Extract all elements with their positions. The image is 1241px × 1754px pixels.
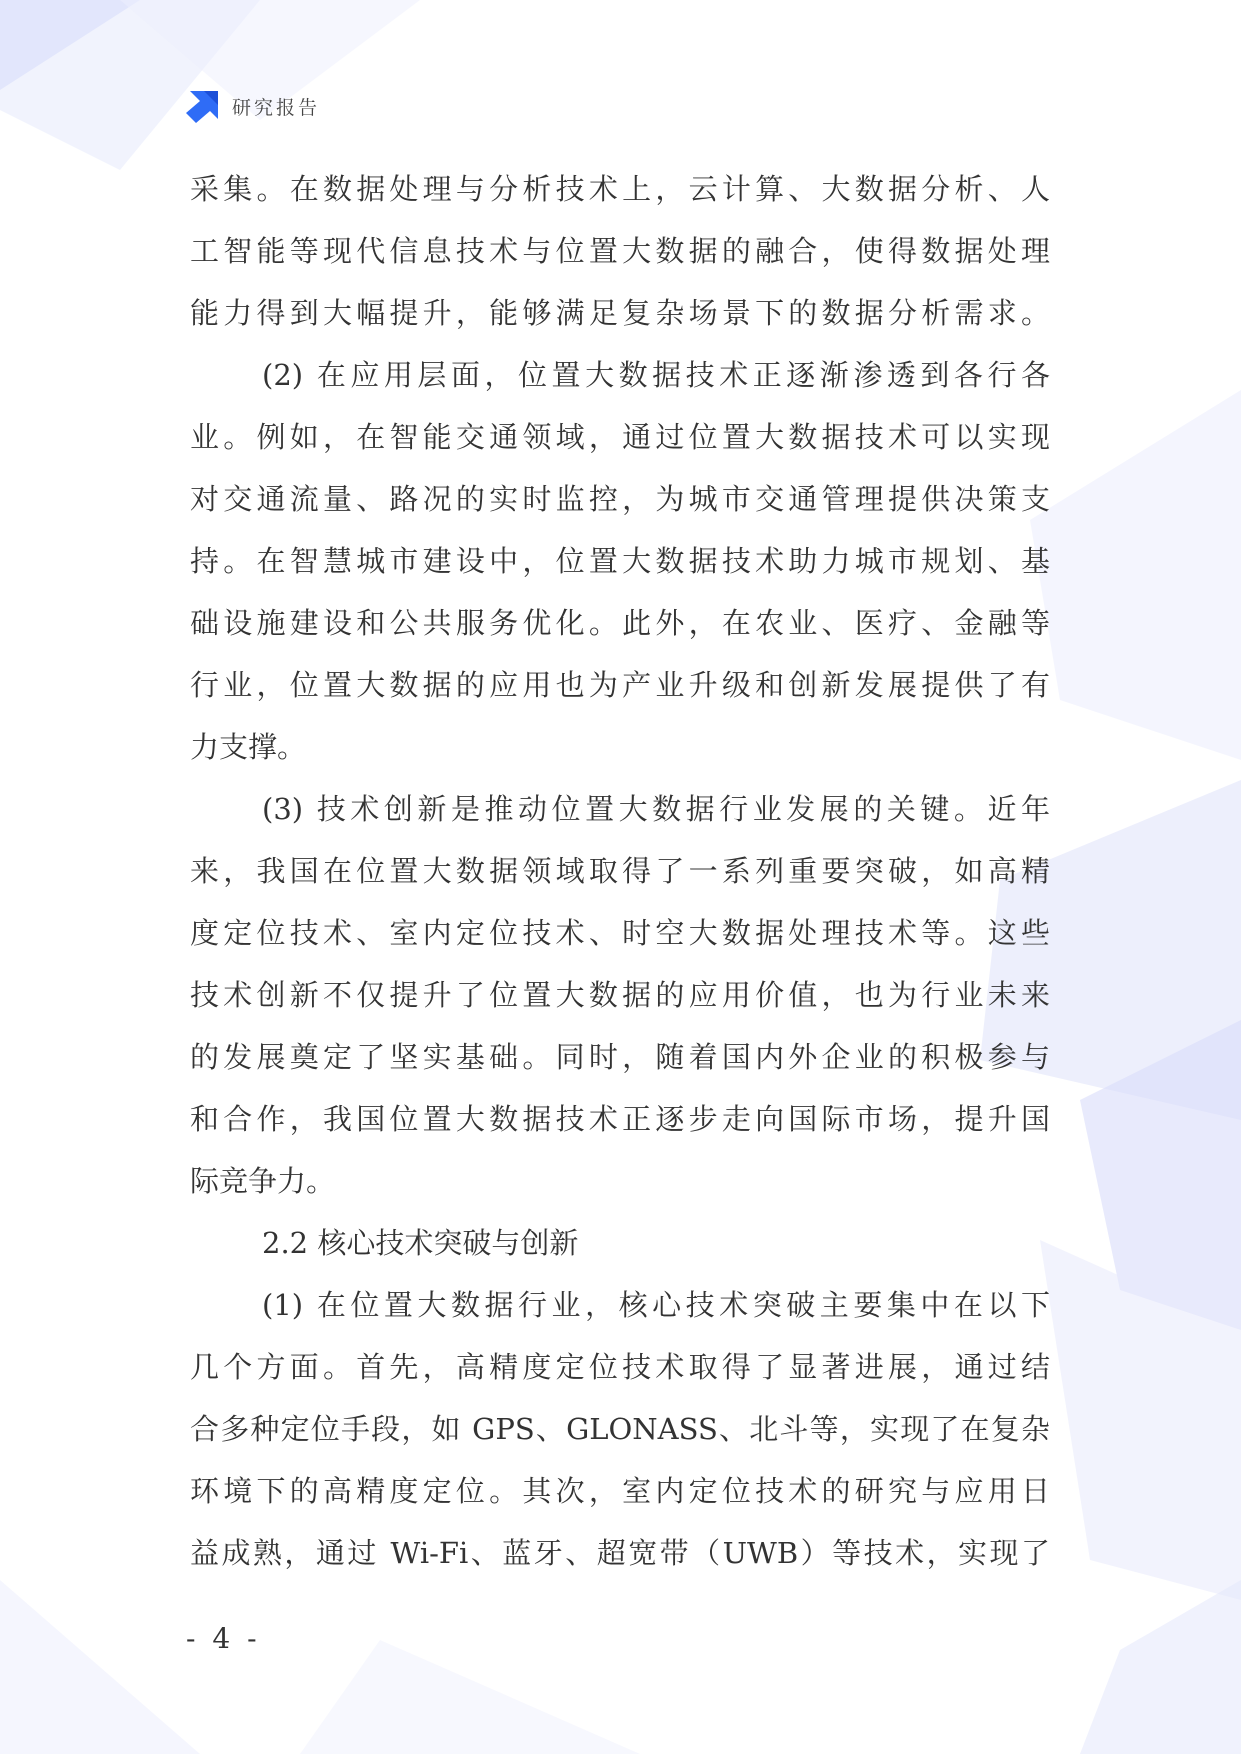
text-line: 的发展奠定了坚实基础。同时，随着国内外企业的积极参与 bbox=[190, 1040, 1050, 1074]
text-line: 技术创新不仅提升了位置大数据的应用价值，也为行业未来 bbox=[190, 978, 1050, 1012]
text-line: 采集。在数据处理与分析技术上，云计算、大数据分析、人 bbox=[190, 172, 1050, 206]
page-number: - 4 - bbox=[186, 1622, 261, 1655]
header-title: 研究报告 bbox=[232, 96, 321, 119]
text-line: 持。在智慧城市建设中，位置大数据技术助力城市规划、基 bbox=[190, 544, 1050, 578]
arrow-up-right-icon bbox=[186, 89, 220, 123]
text-line: 益成熟，通过 Wi-Fi、蓝牙、超宽带（UWB）等技术，实现了 bbox=[190, 1536, 1050, 1570]
text-line: 环境下的高精度定位。其次，室内定位技术的研究与应用日 bbox=[190, 1474, 1050, 1508]
text-line: 来，我国在位置大数据领域取得了一系列重要突破，如高精 bbox=[190, 854, 1050, 888]
text-line: (1) 在位置大数据行业，核心技术突破主要集中在以下 bbox=[262, 1288, 1050, 1322]
text-line: (2) 在应用层面，位置大数据技术正逐渐渗透到各行各 bbox=[262, 358, 1050, 392]
text-line: 能力得到大幅提升，能够满足复杂场景下的数据分析需求。 bbox=[190, 296, 1050, 330]
page-header bbox=[186, 88, 320, 124]
body-text bbox=[190, 158, 1050, 1584]
text-line: 际竞争力。 bbox=[190, 1164, 336, 1198]
text-line: 合多种定位手段，如 GPS、GLONASS、北斗等，实现了在复杂 bbox=[190, 1412, 1050, 1446]
text-line: 对交通流量、路况的实时监控，为城市交通管理提供决策支 bbox=[190, 482, 1050, 516]
text-line: (3) 技术创新是推动位置大数据行业发展的关键。近年 bbox=[262, 792, 1050, 826]
text-line: 行业，位置大数据的应用也为产业升级和创新发展提供了有 bbox=[190, 668, 1050, 702]
text-line: 础设施建设和公共服务优化。此外，在农业、医疗、金融等 bbox=[190, 606, 1050, 640]
text-line: 工智能等现代信息技术与位置大数据的融合，使得数据处理 bbox=[190, 234, 1050, 268]
text-line: 和合作，我国位置大数据技术正逐步走向国际市场，提升国 bbox=[190, 1102, 1050, 1136]
text-line: 业。例如，在智能交通领域，通过位置大数据技术可以实现 bbox=[190, 420, 1050, 454]
text-line: 几个方面。首先，高精度定位技术取得了显著进展，通过结 bbox=[190, 1350, 1050, 1384]
text-line: 2.2 核心技术突破与创新 bbox=[262, 1226, 579, 1260]
text-line: 度定位技术、室内定位技术、时空大数据处理技术等。这些 bbox=[190, 916, 1050, 950]
text-line: 力支撑。 bbox=[190, 730, 307, 764]
